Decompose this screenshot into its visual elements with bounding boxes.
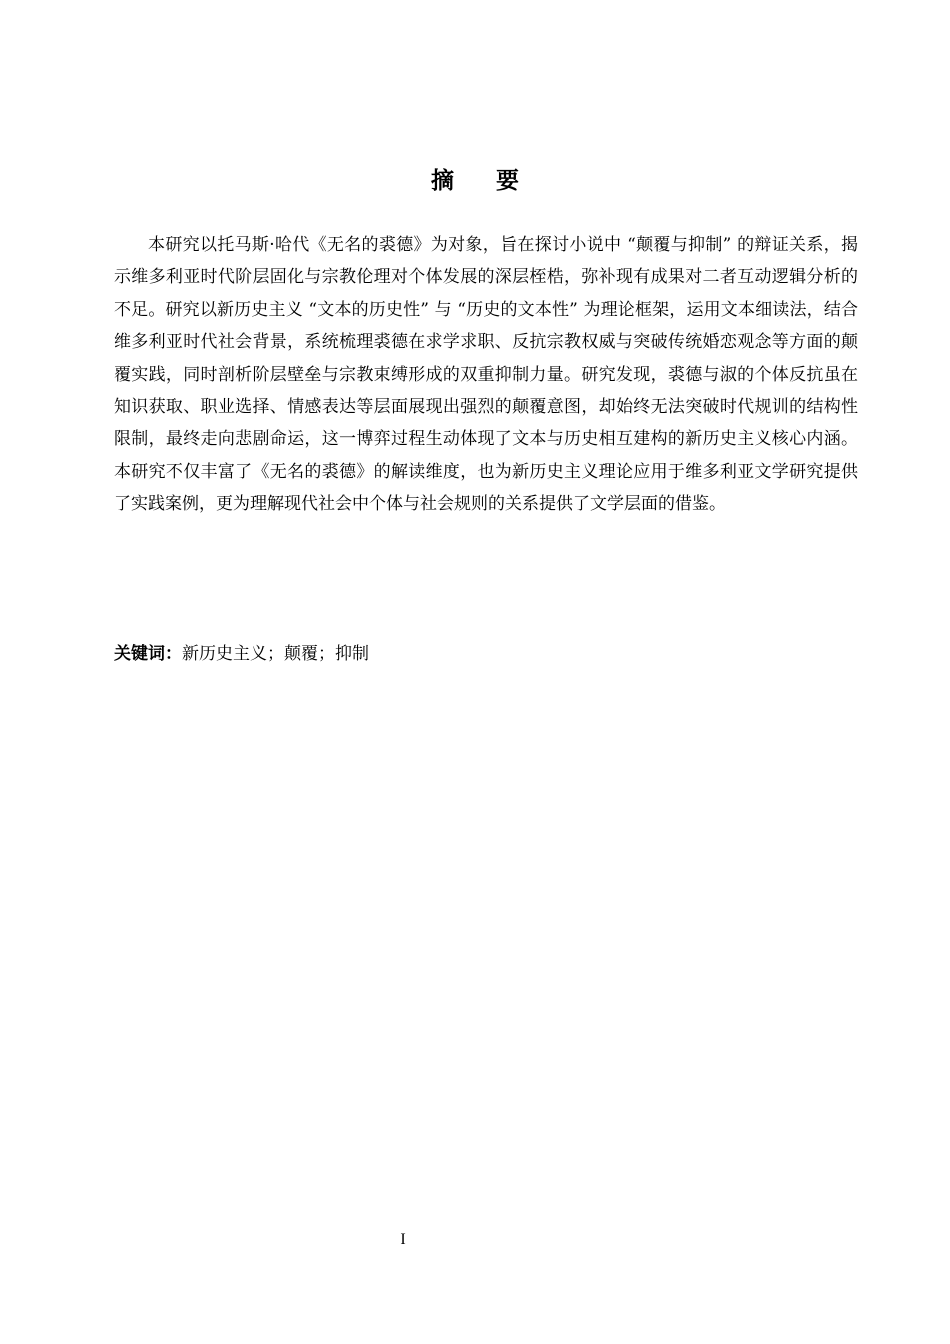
abstract-title — [0, 166, 950, 196]
keywords-line — [114, 640, 858, 668]
title-char-1: 摘 — [431, 168, 454, 194]
keywords-label: 关键词： — [114, 644, 182, 664]
keywords-value: 新历史主义；颠覆；抑制 — [182, 644, 369, 664]
page-number: I — [400, 1231, 406, 1248]
abstract-paragraph: 本研究以托马斯·哈代《无名的裘德》为对象，旨在探讨小说中 “颠覆与抑制” 的辩证关系，揭示维多利亚时代阶层固化与宗教伦理对个体发展的深层桎梏，弥补现有成果对二者互动逻辑分析的不足。研究以新历史主义 “文本的历史性” 与 “历史的文本性” 为理论框架，运用文本细读法，结合维多利亚时代社会背景，系统梳理裘德在求学求职、反抗宗教权威与突破传统婚恋观念等方面的颠覆实践，同时剖析阶层壁垒与宗教束缚形成的双重抑制力量。研究发现，裘德与淑的个体反抗虽在知识获取、职业选择、情感表达等层面展现出强烈的颠覆意图，却始终无法突破时代规训的结构性限制，最终走向悲剧命运，这一博弈过程生动体现了文本与历史相互建构的新历史主义核心内涵。本研究不仅丰富了《无名的裘德》的解读维度，也为新历史主义理论应用于维多利亚文学研究提供了实践案例，更为理解现代社会中个体与社会规则的关系提供了文学层面的借鉴。 — [114, 235, 858, 515]
title-char-2: 要 — [496, 168, 519, 194]
